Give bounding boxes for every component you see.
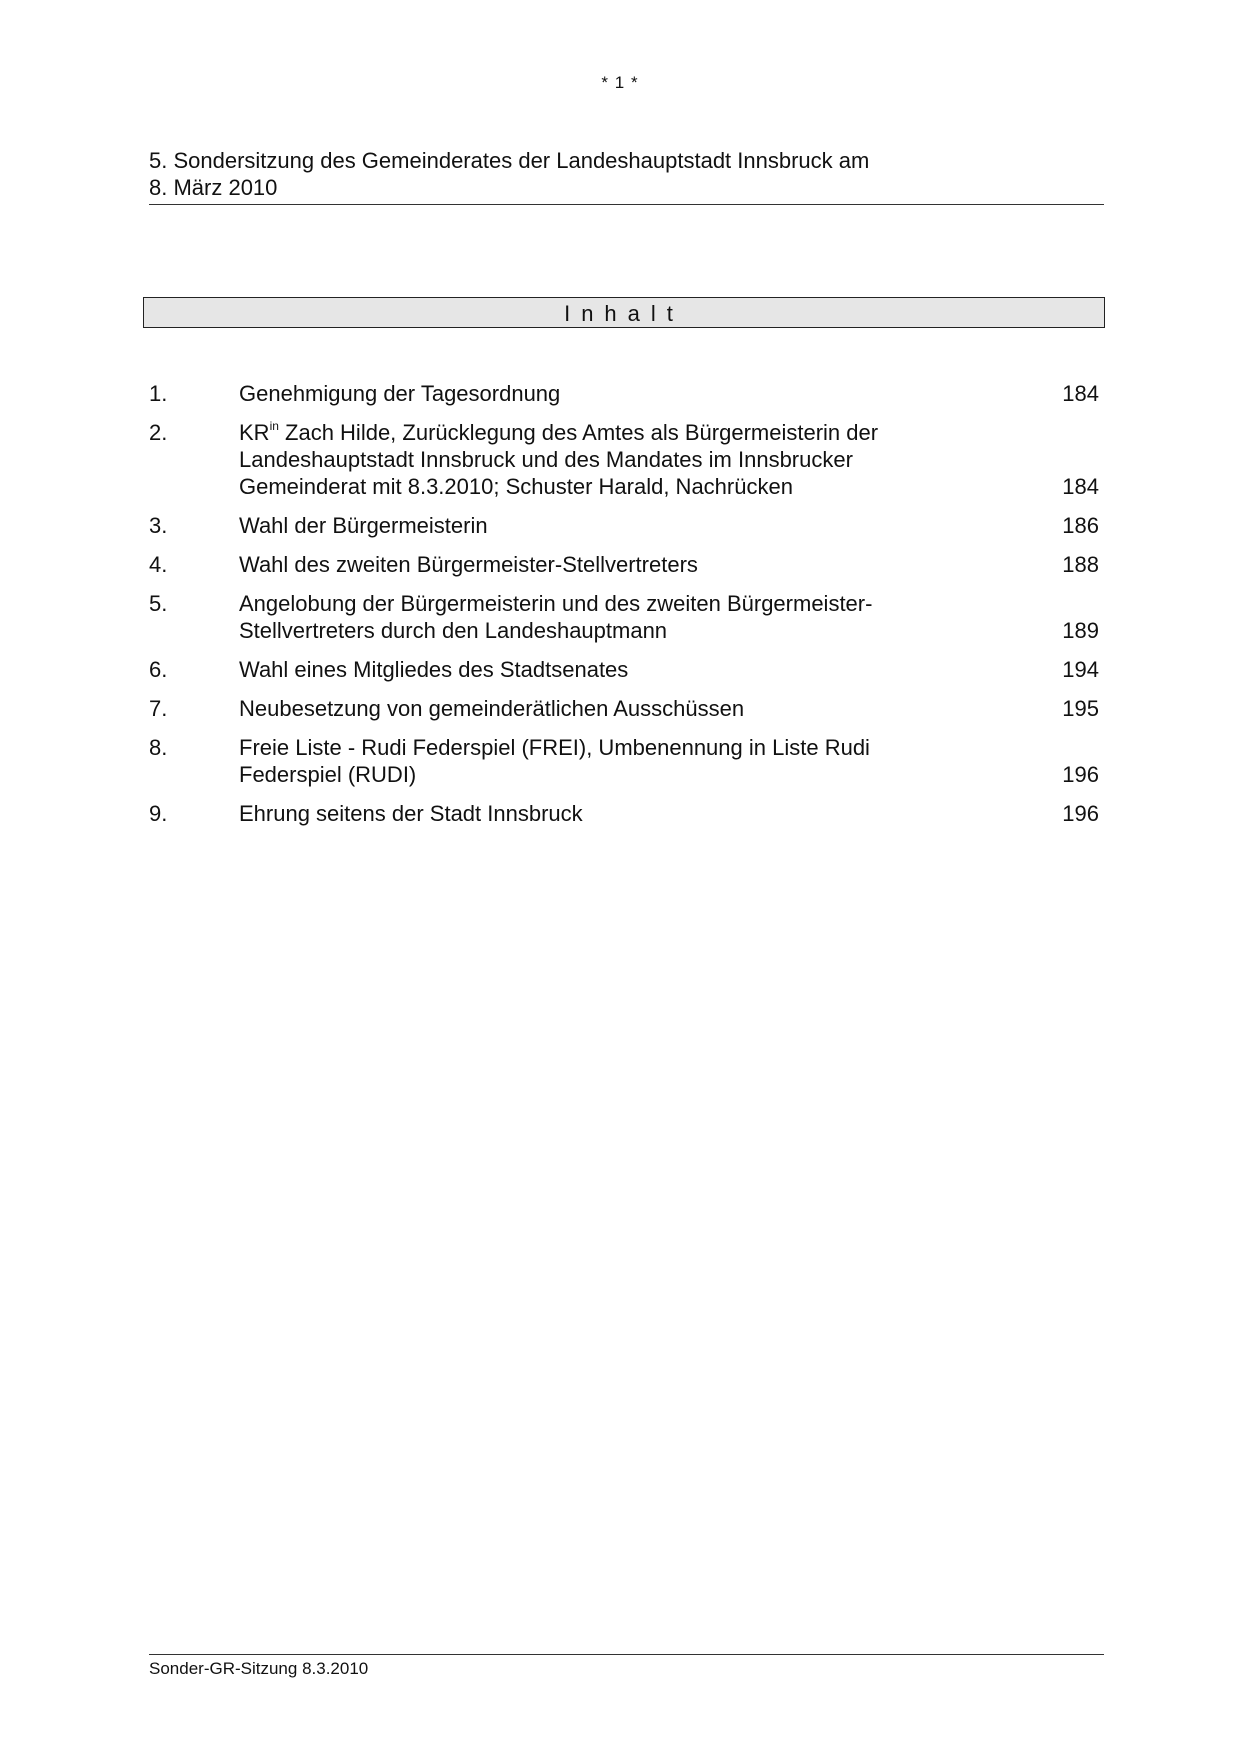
toc-entry-page: 196	[1062, 801, 1099, 826]
toc-entry-title	[239, 512, 939, 539]
toc-entry[interactable]	[149, 734, 1104, 788]
toc-entry-title	[239, 800, 939, 827]
toc-entry-title	[239, 380, 939, 407]
toc-entry-title-line: Freie Liste - Rudi Federspiel (FREI), Umbenennung in Liste Rudi	[239, 735, 870, 760]
toc-entry-page: 194	[1062, 657, 1099, 682]
toc-title-box	[143, 297, 1105, 328]
toc-entry-title-line	[239, 419, 939, 446]
footer-text: Sonder-GR-Sitzung 8.3.2010	[149, 1659, 369, 1678]
toc-entry-title-line: Wahl eines Mitgliedes des Stadtsenates	[239, 657, 629, 682]
toc-entry-page: 184	[1062, 381, 1099, 406]
page-number: * 1 *	[601, 73, 639, 92]
toc-entry-superscript: in	[269, 419, 279, 433]
toc-entry-page: 184	[1062, 474, 1099, 499]
toc-entry-number: 1.	[149, 381, 168, 406]
toc-entry-title-line: Wahl des zweiten Bürgermeister-Stellvertreters	[239, 552, 698, 577]
toc-entry-title-line: Ehrung seitens der Stadt Innsbruck	[239, 801, 583, 826]
toc-entry-page: 195	[1062, 696, 1099, 721]
toc-entry-title	[239, 656, 939, 683]
toc-entry-number: 3.	[149, 513, 168, 538]
toc-entry-title-line: Federspiel (RUDI)	[239, 762, 417, 787]
toc-entry-title	[239, 551, 939, 578]
toc-entry-prefix: KR	[239, 420, 270, 445]
toc-title: Inhalt	[564, 301, 684, 326]
toc-entry-page: 189	[1062, 618, 1099, 643]
toc-entry-title-line: Gemeinderat mit 8.3.2010; Schuster Harald, Nachrücken	[239, 474, 793, 499]
toc-entry[interactable]	[149, 419, 1104, 500]
toc-entry-page: 188	[1062, 552, 1099, 577]
toc-entry-number: 4.	[149, 552, 168, 577]
toc-entry-title	[239, 695, 939, 722]
toc-entry-number: 5.	[149, 591, 168, 616]
toc-entry-number: 2.	[149, 420, 168, 445]
toc-entry[interactable]	[149, 512, 1104, 539]
heading-line-1: 5. Sondersitzung des Gemeinderates der Landeshauptstadt Innsbruck am	[149, 148, 870, 173]
toc-entry-title-line: Neubesetzung von gemeinderätlichen Ausschüssen	[239, 696, 745, 721]
toc-entry-number: 9.	[149, 801, 168, 826]
toc-entry[interactable]	[149, 380, 1104, 407]
toc-entry-number: 8.	[149, 735, 168, 760]
toc-entry-page: 186	[1062, 513, 1099, 538]
toc-entry[interactable]	[149, 800, 1104, 827]
toc-entry[interactable]	[149, 590, 1104, 644]
toc-entry-title-line: Landeshauptstadt Innsbruck und des Mandates im Innsbrucker	[239, 447, 853, 472]
toc-entry-page: 196	[1062, 762, 1099, 787]
toc-entry-title	[239, 419, 939, 500]
toc-entry-title	[239, 590, 939, 644]
toc-entry-number: 6.	[149, 657, 168, 682]
toc-entry-title	[239, 734, 939, 788]
table-of-contents	[149, 380, 1104, 839]
toc-entry[interactable]	[149, 551, 1104, 578]
toc-entry-number: 7.	[149, 696, 168, 721]
toc-entry-title-line: Stellvertreters durch den Landeshauptmann	[239, 618, 668, 643]
toc-entry-text: Zach Hilde, Zurücklegung des Amtes als Bürgermeisterin der	[278, 420, 879, 445]
toc-entry-title-line: Genehmigung der Tagesordnung	[239, 381, 561, 406]
toc-entry-title-line: Wahl der Bürgermeisterin	[239, 513, 488, 538]
toc-entry[interactable]	[149, 695, 1104, 722]
heading-line-2: 8. März 2010	[149, 175, 278, 200]
page-footer	[149, 1654, 1104, 1679]
toc-entry-title-line: Angelobung der Bürgermeisterin und des zweiten Bürgermeister-	[239, 591, 873, 616]
toc-entry[interactable]	[149, 656, 1104, 683]
document-heading	[149, 147, 1104, 205]
